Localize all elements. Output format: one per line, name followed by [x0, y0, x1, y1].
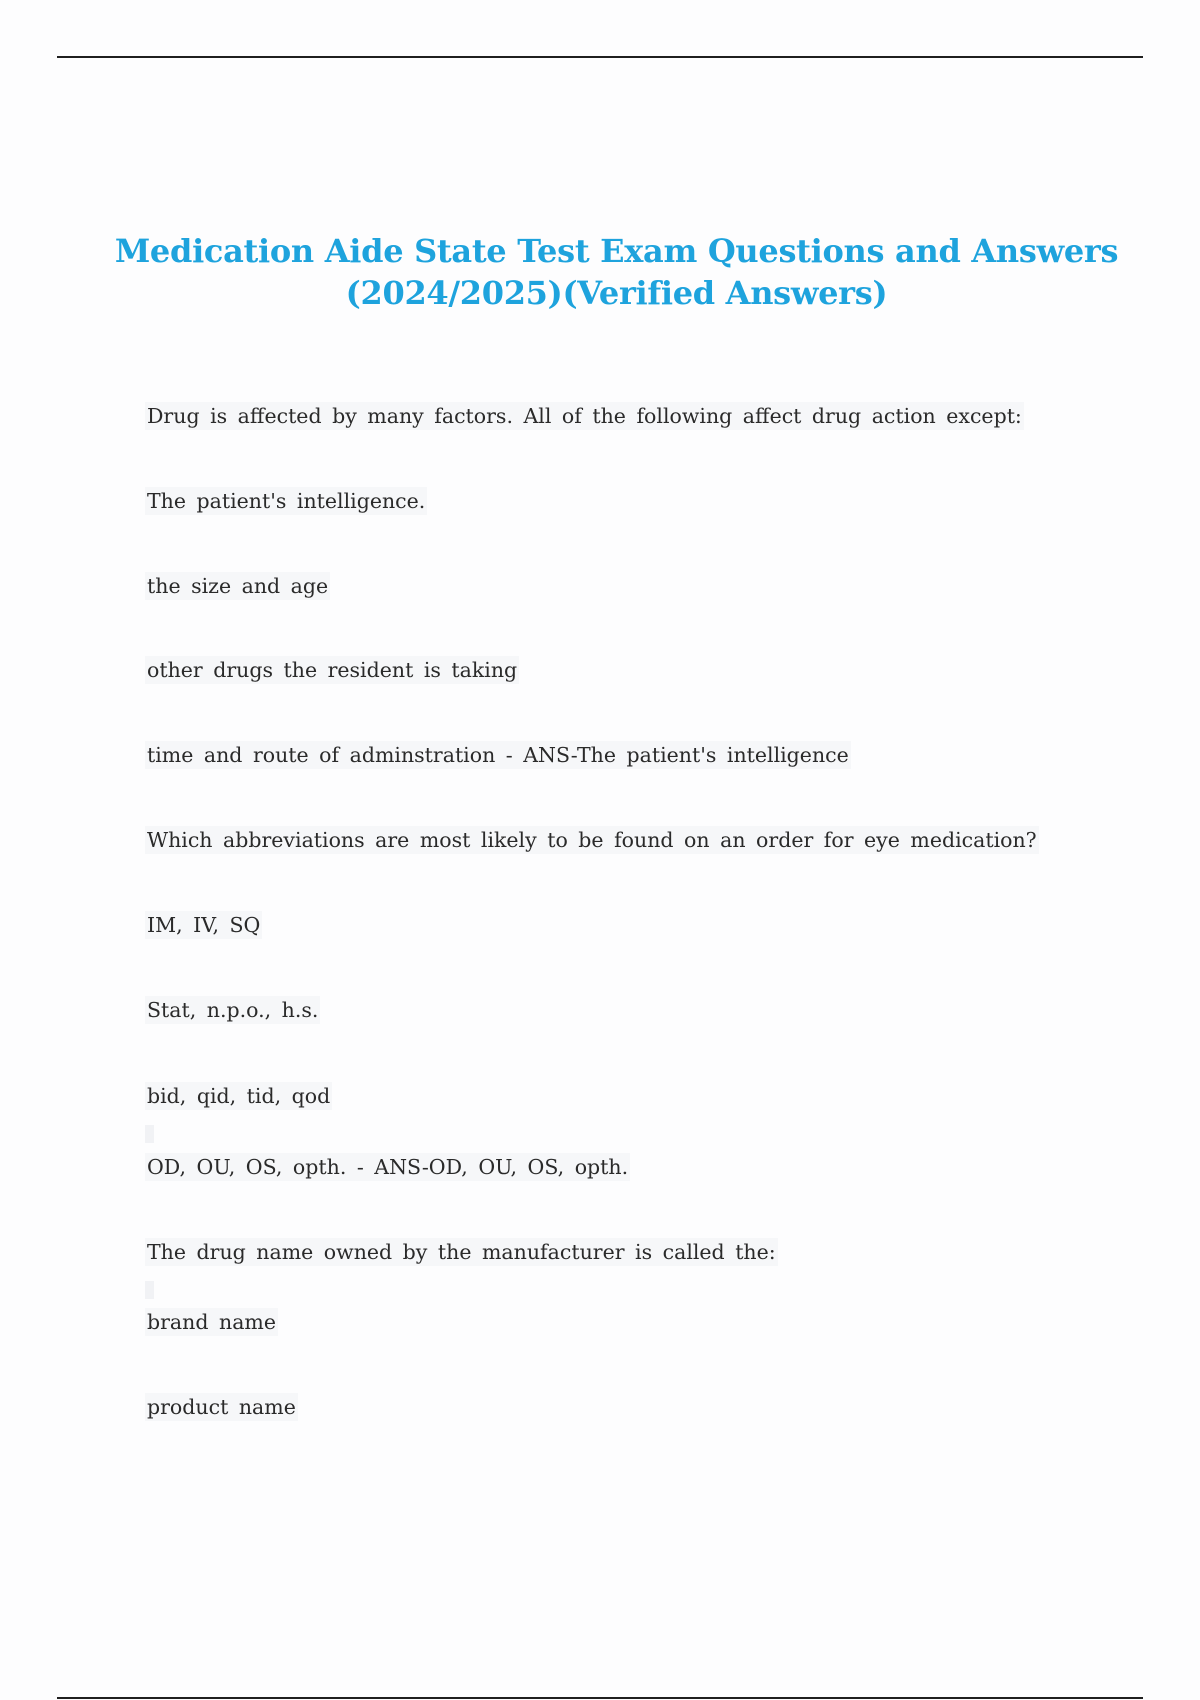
- option-3a: brand name: [147, 1310, 276, 1334]
- option-2d-answer: OD, OU, OS, opth. - ANS-OD, OU, OS, opth.: [147, 1155, 629, 1179]
- option-1a: The patient's intelligence.: [147, 489, 426, 513]
- option-1c: other drugs the resident is taking: [147, 658, 518, 682]
- option-3b: product name: [147, 1395, 296, 1419]
- question-2: Which abbreviations are most likely to be found on an order for eye medication?: [147, 828, 1037, 852]
- option-1d-answer: time and route of adminstration - ANS-The patient's intelligence: [147, 743, 849, 767]
- title-line-2: (2024/2025)(Verified Answers): [345, 274, 888, 312]
- title-line-1: Medication Aide State Test Exam Questions and Answers: [114, 232, 1119, 270]
- option-2c: bid, qid, tid, qod: [147, 1084, 331, 1108]
- blank-marker: [145, 1125, 154, 1143]
- header-rule: [57, 56, 1143, 58]
- footer-rule: [57, 1697, 1143, 1699]
- question-3: The drug name owned by the manufacturer is called the:: [147, 1240, 776, 1264]
- option-1b: the size and age: [147, 574, 329, 598]
- question-1: Drug is affected by many factors. All of the following affect drug action except:: [147, 404, 1022, 428]
- document-title: [100, 230, 1133, 314]
- blank-marker: [145, 1281, 154, 1299]
- option-2b: Stat, n.p.o., h.s.: [147, 998, 319, 1022]
- option-2a: IM, IV, SQ: [147, 913, 261, 937]
